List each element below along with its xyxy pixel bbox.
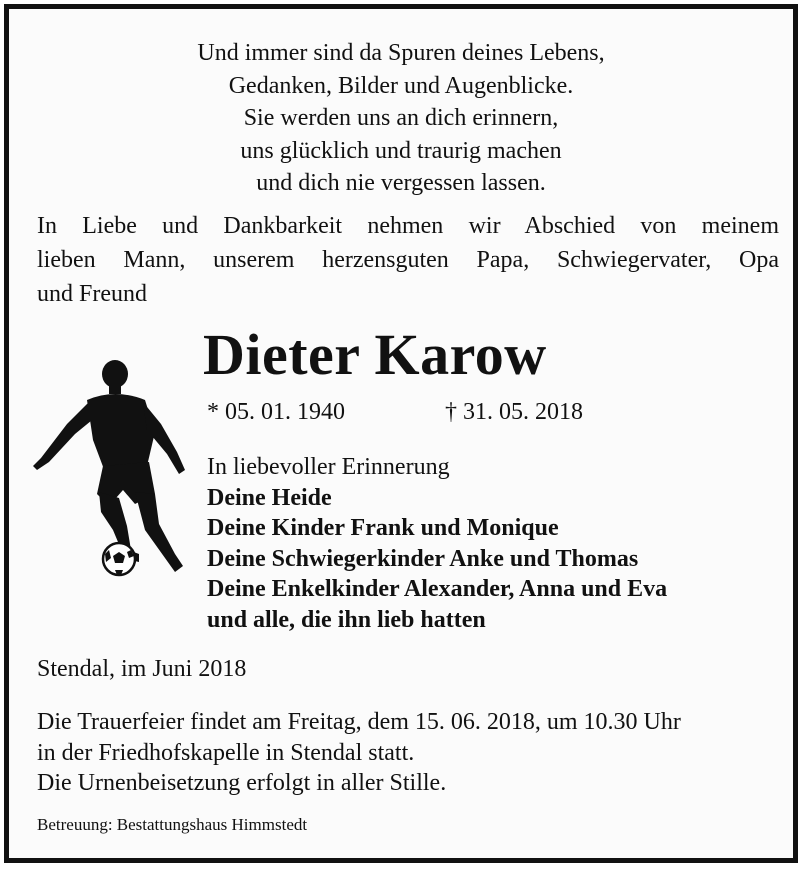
poem-line: uns glücklich und traurig machen bbox=[240, 137, 562, 164]
farewell-line: lieben Mann, unserem herzensguten Papa, Schwiegervater, Opa bbox=[37, 247, 779, 273]
farewell-line: und Freund bbox=[37, 281, 147, 307]
poem bbox=[9, 37, 793, 200]
mourner-line: Deine Kinder Frank und Monique bbox=[207, 515, 559, 541]
mourner-line: Deine Heide bbox=[207, 484, 332, 511]
funeral-home-credit: Betreuung: Bestattungshaus Himmstedt bbox=[37, 815, 308, 834]
service-line: Die Urnenbeisetzung erfolgt in aller Stille. bbox=[37, 770, 447, 796]
life-dates bbox=[207, 399, 583, 426]
farewell-text bbox=[37, 209, 779, 311]
poem-line: Gedanken, Bilder und Augenblicke. bbox=[228, 72, 574, 99]
poem-line: und dich nie vergessen lassen. bbox=[256, 170, 546, 196]
farewell-line: In Liebe und Dankbarkeit nehmen wir Abschied von meinem bbox=[37, 213, 779, 239]
mourners bbox=[207, 452, 667, 635]
soccer-player-silhouette-icon bbox=[27, 354, 197, 584]
death-date: † 31. 05. 2018 bbox=[445, 399, 583, 425]
poem-line: Und immer sind da Spuren deines Lebens, bbox=[197, 40, 605, 66]
deceased-name: Dieter Karow bbox=[203, 322, 547, 387]
service-line: in der Friedhofskapelle in Stendal statt. bbox=[37, 739, 415, 766]
poem-line: Sie werden uns an dich erinnern, bbox=[243, 105, 559, 131]
birth-date: * 05. 01. 1940 bbox=[207, 399, 345, 425]
mourner-line: Deine Schwiegerkinder Anke und Thomas bbox=[207, 545, 639, 572]
place-date: Stendal, im Juni 2018 bbox=[37, 656, 247, 682]
service-info bbox=[37, 707, 681, 799]
obituary-card bbox=[4, 4, 798, 863]
mourner-line: und alle, die ihn lieb hatten bbox=[207, 606, 486, 633]
mourners-intro: In liebevoller Erinnerung bbox=[207, 454, 450, 480]
service-line: Die Trauerfeier findet am Freitag, dem 15. 06. 2018, um 10.30 Uhr bbox=[37, 709, 681, 735]
mourner-line: Deine Enkelkinder Alexander, Anna und Eva bbox=[207, 576, 668, 602]
soccer-ball-icon bbox=[103, 543, 135, 575]
